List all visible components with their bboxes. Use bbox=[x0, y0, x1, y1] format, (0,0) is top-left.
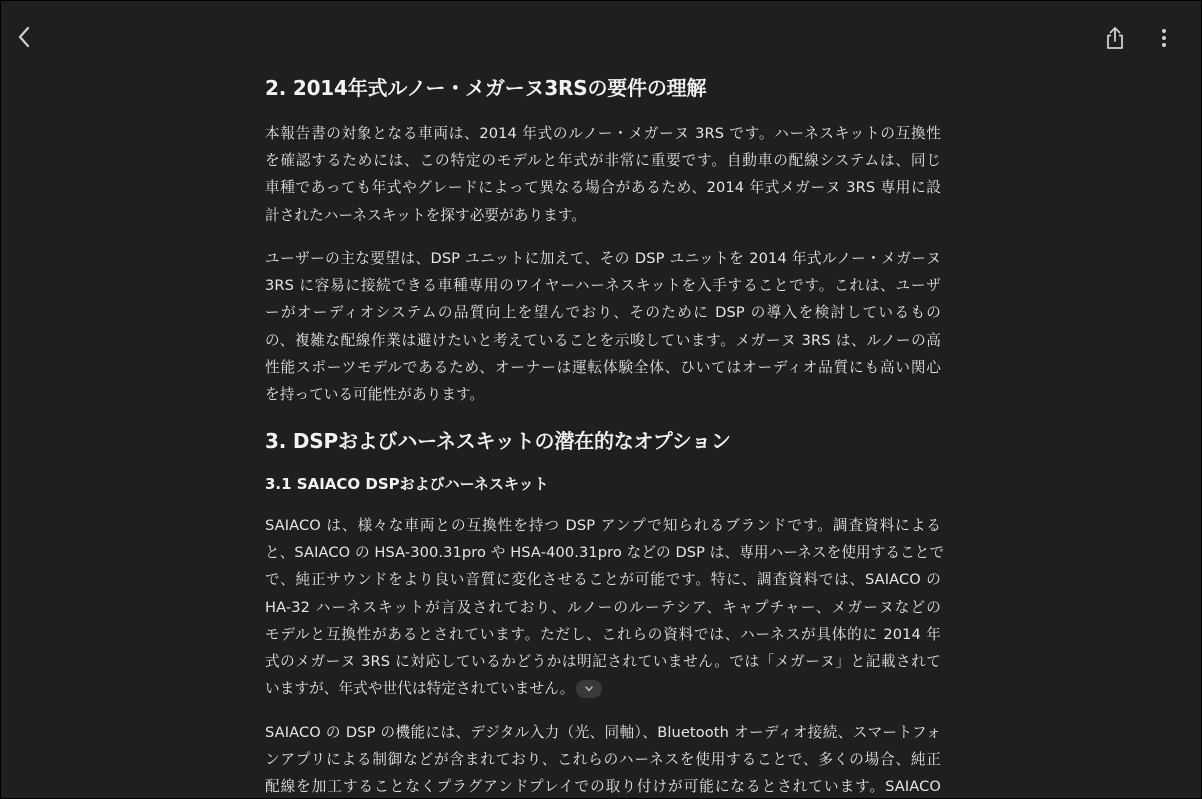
top-toolbar bbox=[1, 1, 1201, 73]
section-2-heading: 2. 2014年式ルノー・メガーヌ3RSの要件の理解 bbox=[265, 76, 707, 100]
text-line: で、純正サウンドをより良い音質に変化させることが可能です。特に、調査資料では、SAIACO の bbox=[265, 571, 941, 589]
section-2-paragraph-2 bbox=[265, 245, 941, 408]
text-line: と、SAIACO の HSA-300.31pro や HSA-400.31pro などの DSP は、専用ハーネスを使用することで bbox=[265, 544, 945, 562]
chevron-left-icon bbox=[15, 25, 35, 49]
text-line: 本報告書の対象となる車両は、2014 年式のルノー・メガーヌ 3RS です。ハーネスキットの互換性 bbox=[265, 125, 941, 142]
text-line: SAIACO は、様々な車両との互換性を持つ DSP アンプで知られるブランドです。調査資料による bbox=[265, 517, 941, 534]
text-line: 3RS に容易に接続できる車種専用のワイヤーハーネスキットを入手することです。これは、ユーザ bbox=[265, 277, 941, 295]
text-line: HA-32 ハーネスキットが言及されており、ルノーのルーテシア、キャプチャー、メガーヌなどの bbox=[265, 598, 941, 616]
text-line: の、複雑な配線作業は避けたいと考えていることを示唆しています。メガーヌ 3RS は、ルノーの高 bbox=[265, 331, 941, 349]
text-line: SAIACO の DSP の機能には、デジタル入力（光、同軸）、Bluetooth オーディオ接続、スマートフォ bbox=[265, 724, 941, 741]
text-line bbox=[265, 675, 941, 702]
section-3-1-paragraph-2 bbox=[265, 719, 941, 799]
text-line: 式のメガーヌ 3RS に対応しているかどうかは明記されていません。では「メガーヌ」と記載されて bbox=[265, 652, 941, 670]
section-3-heading: 3. DSPおよびハーネスキットの潜在的なオプション bbox=[265, 429, 731, 453]
text-line: を確認するためには、この特定のモデルと年式が非常に重要です。自動車の配線システムは、同じ bbox=[265, 152, 941, 170]
text-line: 車種であっても年式やグレードによって異なる場合があるため、2014 年式メガーヌ 3RS 専用に設 bbox=[265, 179, 941, 197]
text-line: を持っている可能性があります。 bbox=[265, 385, 485, 403]
expand-citation-button[interactable] bbox=[576, 680, 602, 698]
text-line: ユーザーの主な要望は、DSP ユニットに加えて、その DSP ユニットを 2014 年式ルノー・メガーヌ bbox=[265, 250, 941, 267]
text-line-content: いますが、年式や世代は特定されていません。 bbox=[265, 680, 575, 698]
share-button[interactable] bbox=[1099, 22, 1131, 54]
section-2-paragraph-1 bbox=[265, 120, 941, 229]
text-line: 計されたハーネスキットを探す必要があります。 bbox=[265, 206, 587, 224]
text-line: モデルと互換性があるとされています。ただし、これらの資料では、ハーネスが具体的に 2014 年 bbox=[265, 625, 941, 643]
share-icon bbox=[1104, 26, 1126, 50]
text-line: 性能スポーツモデルであるため、オーナーは運転体験全体、ひいてはオーディオ品質にも高い関心 bbox=[265, 358, 941, 376]
more-vertical-icon bbox=[1161, 28, 1167, 48]
section-3-1-paragraph-1 bbox=[265, 512, 945, 702]
section-3-1-heading: 3.1 SAIACO DSPおよびハーネスキット bbox=[265, 475, 549, 493]
more-options-button[interactable] bbox=[1148, 22, 1180, 54]
text-line: ンアプリによる制御などが含まれており、これらのハーネスを使用することで、多くの場合、純正 bbox=[265, 751, 941, 769]
chevron-down-icon bbox=[584, 686, 594, 692]
text-line: ーがオーディオシステムの品質向上を望んでおり、そのために DSP の導入を検討しているもの bbox=[265, 304, 941, 322]
text-line: 配線を加工することなくプラグアンドプレイでの取り付けが可能になるとされています。SAIACO bbox=[265, 778, 941, 796]
back-button[interactable] bbox=[9, 21, 41, 53]
